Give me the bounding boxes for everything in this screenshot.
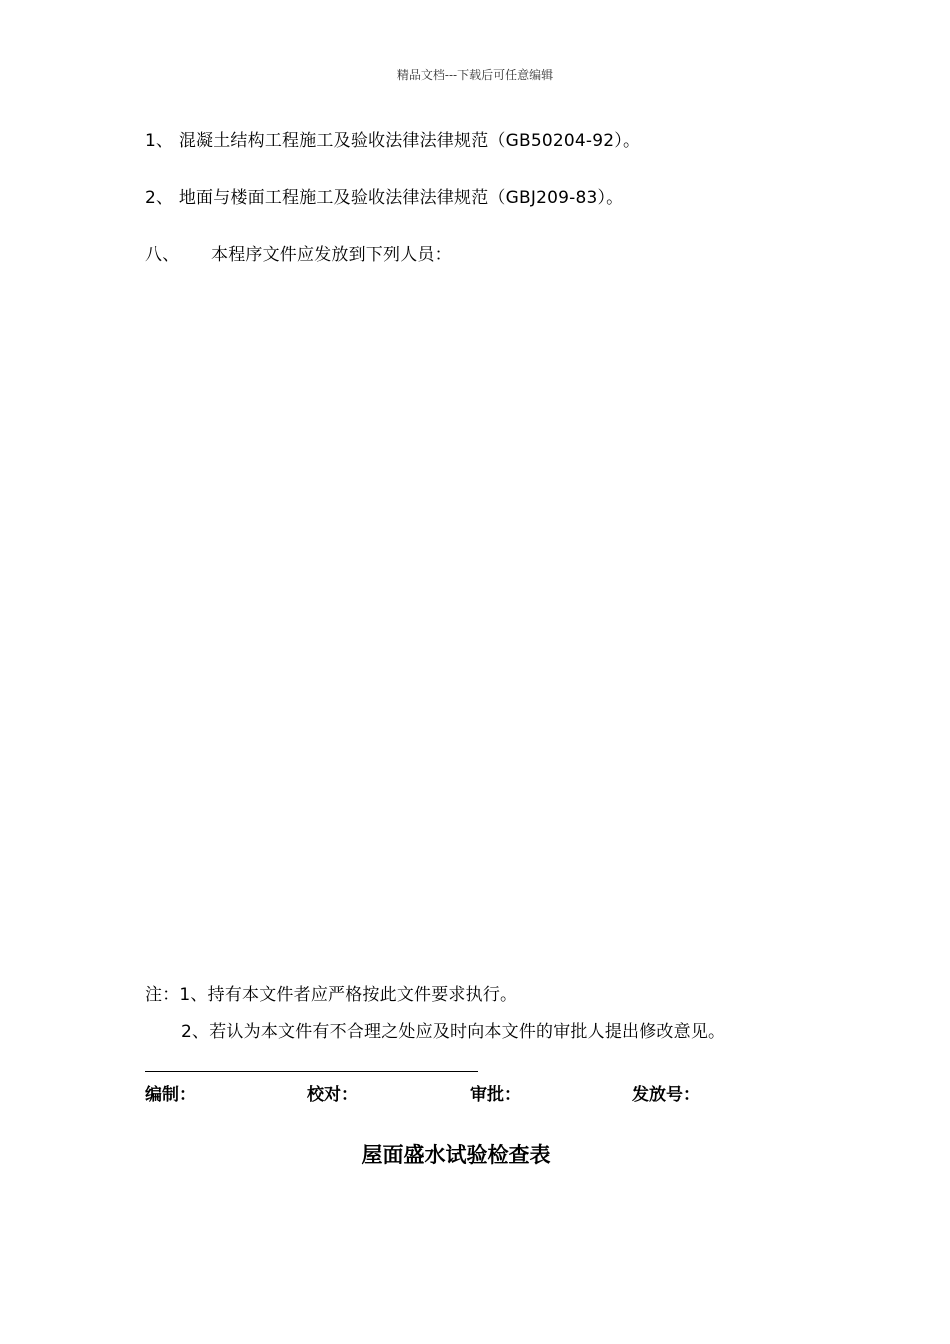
form-title: 屋面盛水试验检查表: [361, 1143, 551, 1167]
compile-label: 编制：: [145, 1085, 196, 1105]
section-text: 本程序文件应发放到下列人员：: [211, 245, 452, 265]
approve-label: 审批：: [470, 1085, 521, 1105]
note-item: 注：1、持有本文件者应严格按此文件要求执行。: [145, 985, 518, 1005]
page-header: 精品文档---下载后可任意编辑: [396, 68, 554, 82]
issue-number-label: 发放号：: [632, 1085, 700, 1105]
section-number: 八、: [145, 245, 180, 265]
check-label: 校对：: [307, 1085, 358, 1105]
reference-item: 2、 地面与楼面工程施工及验收法律法律规范（GBJ209-83）。: [145, 188, 624, 208]
section-heading: [145, 240, 452, 265]
note-item: 2、若认为本文件有不合理之处应及时向本文件的审批人提出修改意见。: [181, 1022, 726, 1042]
reference-item: 1、 混凝土结构工程施工及验收法律法律规范（GB50204-92）。: [145, 131, 641, 151]
signature-divider: [145, 1071, 478, 1072]
